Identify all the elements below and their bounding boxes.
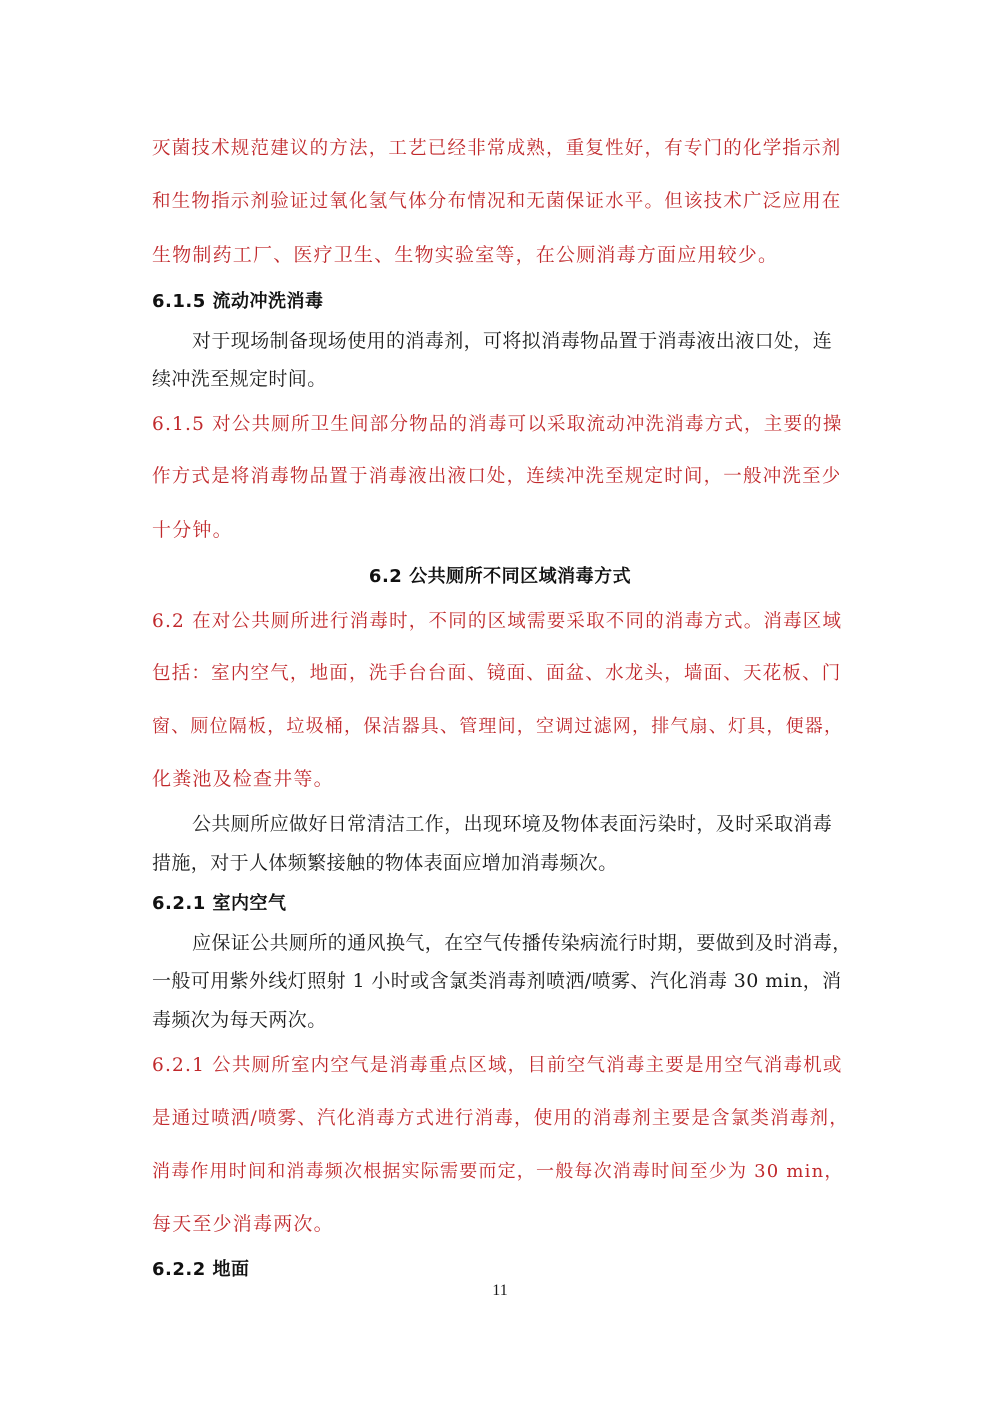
commentary-line: 每天至少消毒两次。 — [152, 1213, 334, 1235]
commentary-line: 和生物指示剂验证过氧化氢气体分布情况和无菌保证水平。但该技术广泛应用在 — [152, 191, 842, 212]
body-line: 毒频次为每天两次。 — [152, 1009, 327, 1031]
commentary-line: 十分钟。 — [152, 519, 233, 541]
commentary-line: 包括：室内空气，地面，洗手台台面、镜面、面盆、水龙头，墙面、天花板、门 — [152, 663, 842, 684]
page-number: 11 — [492, 1282, 508, 1299]
commentary-line: 窗、厕位隔板，垃圾桶，保洁器具、管理间，空调过滤网，排气扇、灯具，便器， — [152, 716, 844, 737]
commentary-line: 生物制药工厂、医疗卫生、生物实验室等，在公厕消毒方面应用较少。 — [152, 244, 779, 266]
commentary-line: 灭菌技术规范建议的方法，工艺已经非常成熟，重复性好，有专门的化学指示剂 — [152, 138, 842, 159]
body-line: 措施，对于人体频繁接触的物体表面应增加消毒频次。 — [152, 852, 618, 874]
section-heading-6-2: 6.2 公共厕所不同区域消毒方式 — [368, 566, 632, 587]
commentary-line: 是通过喷洒/喷雾、汽化消毒方式进行消毒，使用的消毒剂主要是含氯类消毒剂， — [152, 1108, 849, 1129]
commentary-line: 6.2.1 公共厕所室内空气是消毒重点区域，目前空气消毒主要是用空气消毒机或 — [152, 1055, 843, 1076]
body-line: 公共厕所应做好日常清洁工作，出现环境及物体表面污染时，及时采取消毒 — [192, 813, 833, 835]
commentary-line: 作方式是将消毒物品置于消毒液出液口处，连续冲洗至规定时间，一般冲洗至少 — [152, 466, 842, 487]
body-line: 对于现场制备现场使用的消毒剂，可将拟消毒物品置于消毒液出液口处，连 — [192, 330, 833, 352]
commentary-line: 化粪池及检查井等。 — [152, 768, 334, 790]
section-heading-6-2-1: 6.2.1 室内空气 — [152, 893, 287, 914]
commentary-line: 6.2 在对公共厕所进行消毒时，不同的区域需要采取不同的消毒方式。消毒区域 — [152, 611, 843, 632]
commentary-line: 消毒作用时间和消毒频次根据实际需要而定，一般每次消毒时间至少为 30 min， — [152, 1161, 844, 1182]
section-heading-6-2-2: 6.2.2 地面 — [152, 1259, 250, 1280]
body-line: 续冲洗至规定时间。 — [152, 368, 327, 390]
body-line: 一般可用紫外线灯照射 1 小时或含氯类消毒剂喷洒/喷雾、汽化消毒 30 min，消 — [152, 970, 842, 992]
section-heading-6-1-5: 6.1.5 流动冲洗消毒 — [152, 291, 324, 312]
body-line: 应保证公共厕所的通风换气，在空气传播传染病流行时期，要做到及时消毒， — [192, 932, 852, 954]
commentary-line: 6.1.5 对公共厕所卫生间部分物品的消毒可以采取流动冲洗消毒方式，主要的操 — [152, 414, 843, 435]
